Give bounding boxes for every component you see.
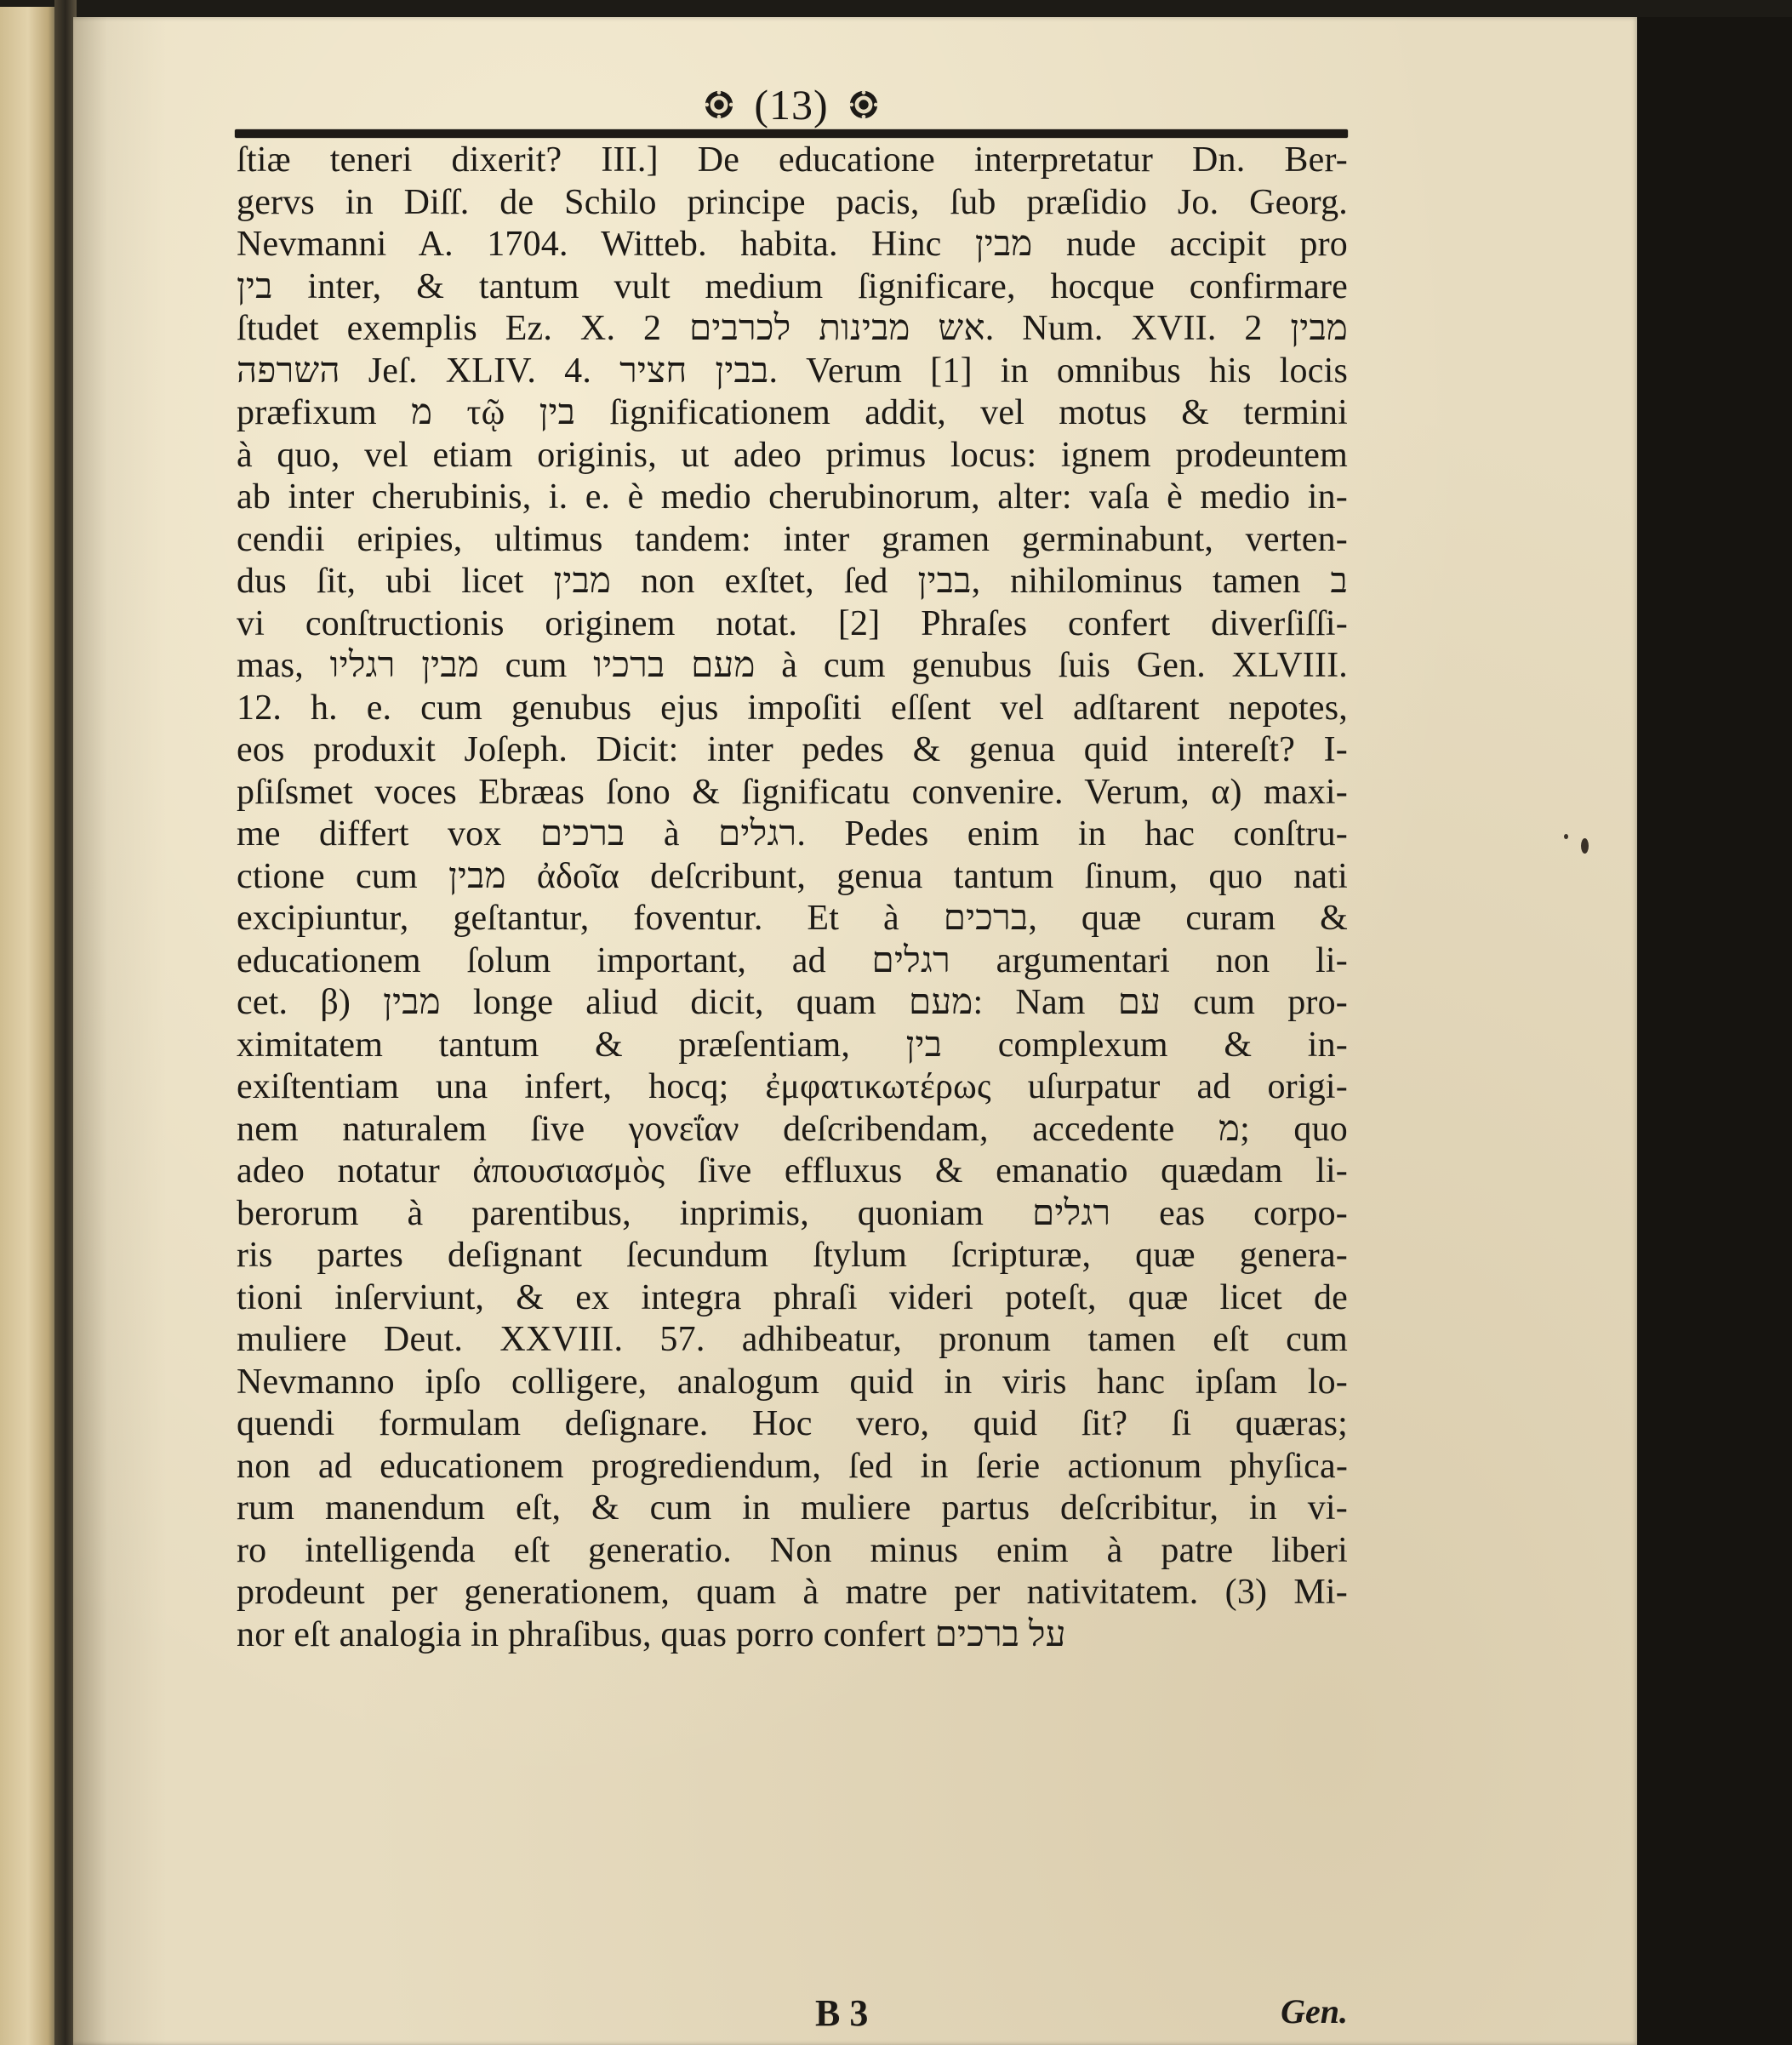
text-line: ximitatem tantum & præſentiam, בין complexum & in- [237,1025,1348,1065]
text-line: cet. β) מבין longe aliud dicit, quam מעם: Nam עם cum pro- [237,983,1348,1022]
text-line: me differt vox ברכים à רגלים. Pedes enim in hac conſtru- [237,814,1348,854]
text-line: ctione cum מבין ἀδοῖα deſcribunt, genua tantum ſinum, quo nati [237,856,1348,896]
text-line: eos produxit Joſeph. Dicit: inter pedes & genua quid intereſt? I- [237,730,1348,769]
text-line: nem naturalem ſive γονεΐαν deſcribendam, accedente מ; quo [237,1109,1348,1149]
text-line: ris partes deſignant ſecundum ſtylum ſcripturæ, quæ genera- [237,1236,1348,1275]
text-line: tioni inſerviunt, & ex integra phraſi videri poteſt, quæ licet de [237,1277,1348,1317]
text-line: בין inter, & tantum vult medium ſignificare, hocque confirmare [237,266,1348,306]
text-line: berorum à parentibus, inprimis, quoniam רגלים eas corpo- [237,1193,1348,1233]
rosette-ornament-icon [847,89,880,121]
catchword: Gen. [1281,1992,1348,2031]
text-line: nor eſt analogia in phraſibus, quas porro confert על ברכים [237,1614,1066,1654]
text-line: rum manendum eſt, & cum in muliere partus deſcribitur, in vi- [237,1488,1348,1528]
text-line: השרפה Jeſ. XLIV. 4. בבין חציר. Verum [1] in omnibus his locis [237,351,1348,391]
text-line: ſtiæ teneri dixerit? III.] De educatione interpretatur Dn. Ber- [237,140,1348,180]
text-line: quendi formulam deſignare. Hoc vero, quid ſit? ſi quæras; [237,1404,1348,1443]
text-line: excipiuntur, geſtantur, foventur. Et à ברכים, quæ curam & [237,899,1348,938]
text-line: Nevmanni A. 1704. Witteb. habita. Hinc מבין nude accipit pro [237,225,1348,264]
text-line: vi conſtructionis originem notat. [2] Phraſes confert diverſiſſi- [237,603,1348,643]
text-line: præfixum מ τῷ בין ſignificationem addit, vel motus & termini [237,393,1348,432]
text-line: à quo, vel etiam originis, ut adeo primus locus: ignem prodeuntem [237,435,1348,475]
page-footer [237,1991,1348,2039]
text-line: 12. h. e. cum genubus ejus impoſiti eſſent vel adſtarent nepotes, [237,688,1348,728]
text-line: ab inter cherubinis, i. e. è medio cherubinorum, alter: vaſa è medio in- [237,477,1348,517]
text-line: prodeunt per generationem, quam à matre per nativitatem. (3) Mi- [237,1573,1348,1612]
body-text [237,140,1348,1656]
text-line: mas, מבין רגליו cum מעם ברכיו à cum genubus ſuis Gen. XLVIII. [237,646,1348,685]
rosette-ornament-icon [703,89,735,121]
text-line: exiſtentiam una infert, hocq; ἐμφατικωτέρως uſurpatur ad origi- [237,1067,1348,1106]
page-number: (13) [754,81,829,129]
scan-background [1637,17,1792,2045]
text-line: ſtudet exemplis Ez. X. 2 אש מבינות לכרבים. Num. XVII. 2 מבין [237,309,1348,348]
text-line: non ad educationem progrediendum, ſed in ſerie actionum phyſica- [237,1446,1348,1486]
facing-page-edge [0,7,58,2045]
text-line: cendii eripies, ultimus tandem: inter gramen germinabunt, verten- [237,519,1348,559]
header-rule [235,129,1348,138]
text-line: pſiſsmet voces Ebræas ſono & ſignificatu convenire. Verum, α) maxi- [237,772,1348,812]
ink-speck [1564,834,1568,839]
running-header [672,75,910,134]
text-line: ro intelligenda eſt generatio. Non minus enim à patre liberi [237,1530,1348,1570]
text-line: gervs in Diſſ. de Schilo principe pacis, ſub præſidio Jo. Georg. [237,182,1348,222]
text-line: Nevmanno ipſo colligere, analogum quid in viris hanc ipſam lo- [237,1362,1348,1402]
ink-speck [1581,838,1589,854]
text-line: dus ſit, ubi licet מבין non exſtet, ſed בבין, nihilominus tamen ב [237,562,1348,601]
signature-mark: B 3 [815,1992,869,2034]
text-line: educationem ſolum important, ad רגלים argumentari non li- [237,940,1348,980]
text-line: adeo notatur ἀπουσιασμὸς ſive effluxus & emanatio quædam li- [237,1151,1348,1191]
text-line: muliere Deut. XXVIII. 57. adhibeatur, pronum tamen eſt cum [237,1320,1348,1359]
